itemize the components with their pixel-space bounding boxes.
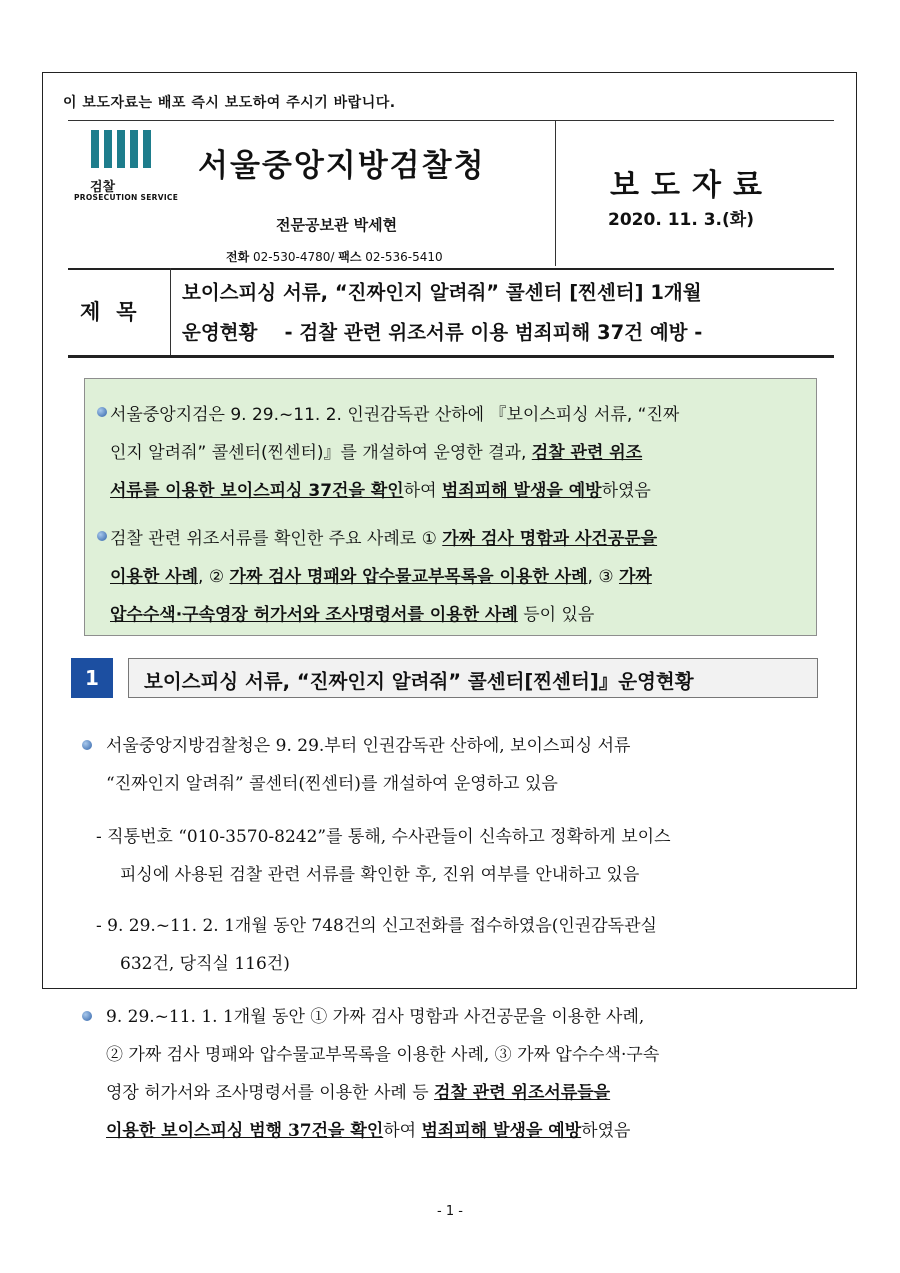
text: 등이 있음 (517, 605, 595, 625)
fax-number: 02-536-5410 (365, 250, 443, 264)
body-line: “진짜인지 알려줘” 콜센터(찐센터)를 개설하여 운영하고 있음 (106, 774, 558, 794)
body-line (106, 1078, 610, 1103)
text: 하여 (383, 1121, 422, 1141)
summary-line (110, 476, 651, 501)
emphasis: 압수수색·구속영장 허가서와 조사명령서를 이용한 사례 (110, 605, 518, 625)
divider (68, 120, 834, 121)
emphasis: 가짜 (618, 567, 652, 587)
emphasis: 가짜 검사 명함과 사건공문을 (442, 529, 658, 549)
emphasis: 이용한 사례 (110, 567, 199, 587)
contact-info (226, 248, 443, 265)
title-subtitle: - 검찰 관련 위조서류 이용 범죄피해 37건 예방 - (284, 321, 703, 344)
header-divider (555, 120, 556, 266)
divider (68, 355, 834, 358)
body-line: ② 가짜 검사 명패와 압수물교부목록을 이용한 사례, ③ 가짜 압수수색·구속 (106, 1045, 660, 1065)
text: 하였음 (581, 1121, 631, 1141)
body-line (106, 1116, 630, 1141)
body-line: - 9. 29.~11. 2. 1개월 동안 748건의 신고전화를 접수하였음(인권감독관실 (96, 916, 657, 936)
bullet-icon (97, 531, 107, 541)
title-line: 보이스피싱 서류, “진짜인지 알려줘” 콜센터 [찐센터] 1개월 (182, 281, 702, 304)
emphasis: 서류를 이용한 보이스피싱 37건을 확인 (110, 481, 404, 501)
summary-line (110, 438, 642, 463)
body-line: 9. 29.~11. 1. 1개월 동안 ① 가짜 검사 명함과 사건공문을 이용한 사례, (106, 1007, 645, 1027)
org-name: 서울중앙지방검찰청 (198, 148, 486, 184)
text: 검찰 관련 위조서류를 확인한 주요 사례로 ① (110, 529, 443, 549)
fax-label: 팩스 (338, 250, 362, 264)
section-title: 보이스피싱 서류, “진짜인지 알려줘” 콜센터[찐센터]』운영현황 (144, 670, 694, 693)
section-number: 1 (71, 658, 113, 698)
release-date: 2020. 11. 3.(화) (608, 210, 754, 230)
spokesperson: 전문공보관 박세현 (276, 216, 398, 234)
emphasis: 가짜 검사 명패와 압수물교부목록을 이용한 사례 (229, 567, 588, 587)
text: 하였음 (601, 481, 651, 501)
emphasis: 이용한 보이스피싱 범행 37건을 확인 (106, 1121, 384, 1141)
doc-type: 보도자료 (610, 168, 774, 203)
emphasis: 범죄피해 발생을 예방 (421, 1121, 582, 1141)
text: 하여 (403, 481, 442, 501)
text: , ② (198, 567, 230, 587)
page-number: - 1 - (437, 1204, 463, 1219)
emphasis: 검찰 관련 위조서류들을 (434, 1083, 611, 1103)
body-line: 632건, 당직실 116건) (120, 954, 290, 974)
tel-number: 02-530-4780/ (253, 250, 335, 264)
emphasis: 검찰 관련 위조 (531, 443, 643, 463)
title-line (182, 317, 702, 345)
body-line: - 직통번호 “010-3570-8242”를 통해, 수사관들이 신속하고 정확하게 보이스 (96, 827, 671, 847)
divider (68, 268, 834, 270)
divider (170, 268, 171, 357)
summary-line (110, 562, 652, 587)
tel-label: 전화 (226, 250, 250, 264)
distribution-notice: 이 보도자료는 배포 즉시 보도하여 주시기 바랍니다. (63, 95, 396, 111)
bullet-icon (97, 407, 107, 417)
bullet-icon (82, 740, 92, 750)
logo-subtext: PROSECUTION SERVICE (74, 193, 179, 202)
logo-text: 검찰 (90, 180, 116, 195)
text: 영장 허가서와 조사명령서를 이용한 사례 등 (106, 1083, 435, 1103)
text: , ③ (587, 567, 619, 587)
bullet-icon (82, 1011, 92, 1021)
logo-bars-icon (91, 130, 153, 168)
summary-line (110, 524, 657, 549)
text: 인지 알려줘” 콜센터(찐센터)』를 개설하여 운영한 결과, (110, 443, 532, 463)
title-part: 운영현황 (182, 321, 258, 344)
body-line: 피싱에 사용된 검찰 관련 서류를 확인한 후, 진위 여부를 안내하고 있음 (120, 865, 640, 885)
title-label: 제목 (80, 300, 153, 324)
summary-line: 서울중앙지검은 9. 29.~11. 2. 인권감독관 산하에 『보이스피싱 서류, “진짜 (110, 405, 680, 425)
body-line: 서울중앙지방검찰청은 9. 29.부터 인권감독관 산하에, 보이스피싱 서류 (106, 736, 631, 756)
summary-line (110, 600, 594, 625)
emphasis: 범죄피해 발생을 예방 (441, 481, 602, 501)
